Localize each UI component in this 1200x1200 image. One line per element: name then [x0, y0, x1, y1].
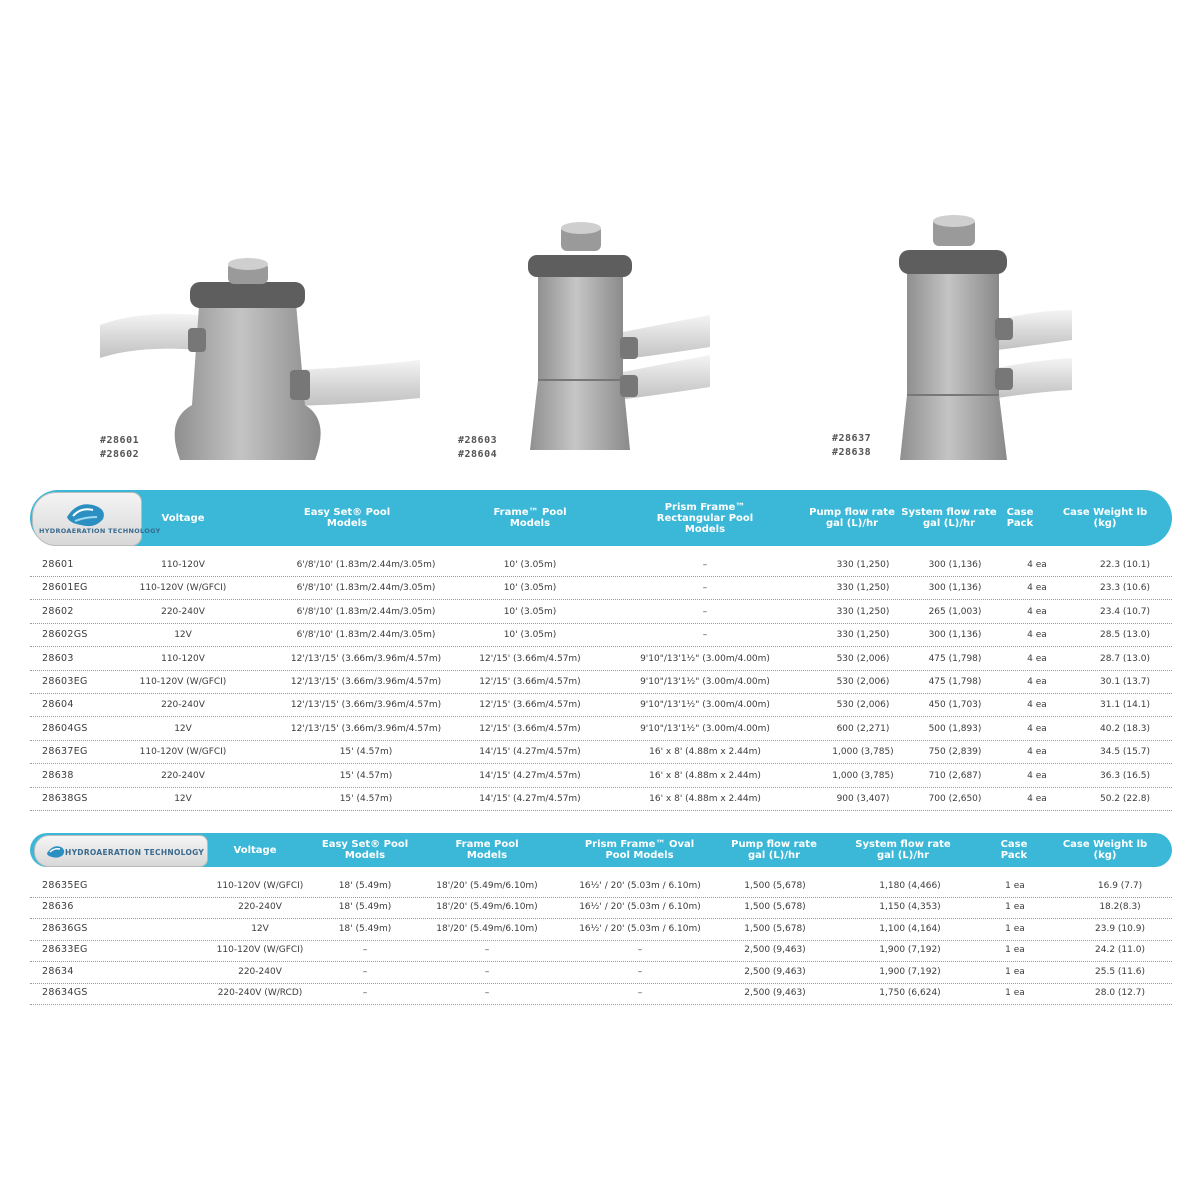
col-header-prism: Prism Frame™ Oval Pool Models: [584, 839, 695, 861]
cell-voltage: 12V: [174, 630, 192, 641]
pump-model-label: #28603: [458, 435, 498, 446]
cell-system-flow: 750 (2,839): [928, 747, 982, 758]
pump-model-label: #28638: [832, 447, 872, 458]
water-drop-icon: [63, 499, 109, 529]
cell-pump-flow: 1,500 (5,678): [744, 902, 806, 913]
cell-voltage: 220-240V (W/RCD): [217, 988, 303, 998]
cell-case-pack: 4 ea: [1027, 630, 1047, 641]
col-header-case-pack: Case Pack: [1006, 507, 1034, 529]
cell-system-flow: 300 (1,136): [928, 560, 982, 570]
cell-prism: 9'10"/13'1½" (3.00m/4.00m): [640, 723, 770, 734]
cell-voltage: 12V: [174, 794, 192, 804]
cell-voltage: 12V: [251, 923, 269, 934]
cell-voltage: 12V: [174, 723, 192, 734]
cell-case-weight: 28.5 (13.0): [1100, 630, 1150, 641]
cell-case-weight: 24.2 (11.0): [1095, 945, 1145, 956]
cell-case-pack: 4 ea: [1027, 653, 1047, 664]
table-header: [30, 490, 1172, 546]
water-drop-icon: [45, 843, 65, 859]
cell-model: 28601EG: [42, 582, 88, 594]
cell-model: 28635EG: [42, 880, 88, 891]
filter-pump-small-illustration: [100, 230, 420, 470]
pump-model-label: #28602: [100, 449, 140, 460]
cell-pump-flow: 530 (2,006): [836, 653, 890, 664]
cell-prism: –: [637, 966, 643, 977]
cell-system-flow: 1,900 (7,192): [879, 945, 941, 956]
col-header-easy-set: Easy Set® Pool Models: [321, 839, 409, 861]
cell-case-pack: 4 ea: [1027, 677, 1047, 687]
cell-model: 28602: [42, 605, 74, 617]
table-row: [30, 577, 1172, 600]
badge-text: HYDROAERATION TECHNOLOGY: [65, 848, 205, 857]
col-header-easy-set: Easy Set® Pool Models: [303, 507, 391, 529]
cell-voltage: 220-240V: [161, 606, 205, 617]
col-header-pump-flow: Pump flow rate gal (L)/hr: [731, 839, 817, 861]
cell-case-pack: 4 ea: [1027, 770, 1047, 781]
cell-system-flow: 1,900 (7,192): [879, 966, 941, 977]
cell-prism: –: [702, 583, 708, 594]
cell-model: 28637EG: [42, 746, 88, 758]
cell-model: 28634GS: [42, 987, 88, 998]
cell-prism: 16½' / 20' (5.03m / 6.10m): [579, 881, 701, 891]
cell-case-pack: 4 ea: [1027, 700, 1047, 711]
cell-easy-set: 12'/13'/15' (3.66m/3.96m/4.57m): [290, 677, 442, 687]
cell-prism: –: [637, 945, 643, 956]
cell-frame: 10' (3.05m): [503, 630, 557, 641]
cell-easy-set: 18' (5.49m): [338, 902, 392, 913]
cell-frame: –: [484, 966, 490, 977]
cell-pump-flow: 330 (1,250): [836, 560, 890, 570]
cell-case-weight: 25.5 (11.6): [1095, 966, 1145, 977]
cell-pump-flow: 530 (2,006): [836, 677, 890, 687]
cell-pump-flow: 1,000 (3,785): [832, 770, 894, 781]
table-row: [30, 961, 1172, 984]
badge-text: HYDROAERATION TECHNOLOGY: [39, 527, 161, 535]
cell-voltage: 220-240V: [161, 770, 205, 781]
cell-voltage: 110-120V (W/GFCI): [216, 945, 304, 956]
pump-model-label: #28604: [458, 449, 498, 460]
table-row: [30, 939, 1172, 962]
cell-system-flow: 475 (1,798): [928, 653, 982, 664]
cell-model: 28604GS: [42, 722, 88, 734]
table-row: [30, 718, 1172, 741]
cell-prism: –: [702, 606, 708, 617]
cell-frame: 12'/15' (3.66m/4.57m): [479, 653, 581, 664]
cell-voltage: 110-120V (W/GFCI): [216, 881, 304, 891]
cell-case-weight: 28.0 (12.7): [1095, 988, 1145, 998]
cell-easy-set: 15' (4.57m): [339, 794, 393, 804]
cell-frame: 12'/15' (3.66m/4.57m): [479, 723, 581, 734]
cell-frame: 10' (3.05m): [503, 583, 557, 594]
cell-case-pack: 4 ea: [1027, 723, 1047, 734]
cell-case-weight: 34.5 (15.7): [1100, 747, 1150, 758]
cell-case-weight: 31.1 (14.1): [1100, 700, 1150, 711]
table-row: [30, 765, 1172, 788]
cell-case-pack: 4 ea: [1027, 560, 1047, 570]
cell-frame: 14'/15' (4.27m/4.57m): [479, 770, 581, 781]
cell-system-flow: 475 (1,798): [928, 677, 982, 687]
cell-case-weight: 22.3 (10.1): [1100, 560, 1150, 570]
cell-model: 28601: [42, 559, 74, 570]
pump-model-label: #28601: [100, 435, 140, 446]
col-header-voltage: Voltage: [233, 844, 277, 856]
hydroaeration-badge: [32, 492, 161, 546]
cell-frame: 10' (3.05m): [503, 560, 557, 570]
cell-pump-flow: 2,500 (9,463): [744, 966, 806, 977]
col-header-frame: Frame Pool Models: [455, 839, 519, 861]
table-row: [30, 648, 1172, 671]
cell-case-pack: 1 ea: [1005, 988, 1025, 998]
cell-pump-flow: 2,500 (9,463): [744, 988, 806, 998]
cell-pump-flow: 330 (1,250): [836, 606, 890, 617]
cell-pump-flow: 900 (3,407): [836, 794, 890, 804]
cell-frame: –: [484, 945, 490, 956]
col-header-prism: Prism Frame™ Rectangular Pool Models: [656, 501, 754, 535]
cell-frame: 10' (3.05m): [503, 606, 557, 617]
cell-easy-set: 12'/13'/15' (3.66m/3.96m/4.57m): [290, 723, 442, 734]
cell-voltage: 220-240V: [238, 966, 282, 977]
cell-prism: 16' x 8' (4.88m x 2.44m): [649, 747, 761, 758]
filter-pump-table-2: [30, 833, 1172, 1013]
cell-system-flow: 1,100 (4,164): [879, 923, 941, 934]
col-header-pump-flow: Pump flow rate gal (L)/hr: [809, 507, 895, 529]
cell-prism: 16' x 8' (4.88m x 2.44m): [649, 794, 761, 804]
cell-voltage: 110-120V (W/GFCI): [139, 677, 227, 687]
table-row: [30, 788, 1172, 811]
cell-pump-flow: 530 (2,006): [836, 700, 890, 711]
cell-case-weight: 50.2 (22.8): [1100, 794, 1150, 804]
cell-case-weight: 23.9 (10.9): [1095, 923, 1145, 934]
cell-easy-set: –: [362, 966, 368, 977]
cell-easy-set: 18' (5.49m): [338, 923, 392, 934]
cell-model: 28603: [42, 652, 74, 664]
cell-easy-set: 6'/8'/10' (1.83m/2.44m/3.05m): [296, 630, 436, 641]
cell-easy-set: 6'/8'/10' (1.83m/2.44m/3.05m): [296, 606, 436, 617]
table-row: [30, 896, 1172, 919]
col-header-case-weight: Case Weight lb (kg): [1062, 507, 1148, 529]
cell-system-flow: 500 (1,893): [928, 723, 982, 734]
cell-system-flow: 1,180 (4,466): [879, 881, 941, 891]
table-row: [30, 741, 1172, 764]
cell-easy-set: 12'/13'/15' (3.66m/3.96m/4.57m): [290, 653, 442, 664]
cell-system-flow: 700 (2,650): [928, 794, 982, 804]
col-header-frame: Frame™ Pool Models: [493, 507, 567, 529]
cell-prism: –: [702, 560, 708, 570]
cell-pump-flow: 1,500 (5,678): [744, 923, 806, 934]
filter-pump-medium-illustration: [458, 215, 710, 470]
cell-case-pack: 4 ea: [1027, 583, 1047, 594]
cell-prism: 16½' / 20' (5.03m / 6.10m): [579, 923, 701, 934]
filter-pump-table-1: [30, 490, 1172, 810]
cell-easy-set: 12'/13'/15' (3.66m/3.96m/4.57m): [290, 700, 442, 711]
cell-voltage: 110-120V: [161, 653, 205, 664]
cell-case-pack: 4 ea: [1027, 747, 1047, 758]
cell-voltage: 110-120V (W/GFCI): [139, 747, 227, 758]
cell-model: 28638GS: [42, 793, 88, 804]
table-row: [30, 918, 1172, 941]
cell-case-pack: 1 ea: [1005, 923, 1025, 934]
pump-model-labels: [458, 434, 497, 462]
cell-prism: 16' x 8' (4.88m x 2.44m): [649, 770, 761, 781]
cell-model: 28636: [42, 901, 74, 913]
cell-case-pack: 1 ea: [1005, 881, 1025, 891]
cell-model: 28604: [42, 699, 74, 711]
cell-easy-set: 6'/8'/10' (1.83m/2.44m/3.05m): [296, 583, 436, 594]
table-row: [30, 601, 1172, 624]
pump-image-28603: [458, 215, 710, 470]
col-header-case-weight: Case Weight lb (kg): [1062, 839, 1148, 861]
table-row: [30, 554, 1172, 577]
cell-prism: 16½' / 20' (5.03m / 6.10m): [579, 902, 701, 913]
cell-frame: 18'/20' (5.49m/6.10m): [436, 902, 538, 913]
table-row: [30, 694, 1172, 717]
cell-system-flow: 300 (1,136): [928, 630, 982, 641]
table-row: [30, 671, 1172, 694]
cell-case-pack: 1 ea: [1005, 945, 1025, 956]
table-row: [30, 875, 1172, 898]
cell-easy-set: –: [362, 988, 368, 998]
table-row: [30, 624, 1172, 647]
cell-system-flow: 1,150 (4,353): [879, 902, 941, 913]
cell-easy-set: 18' (5.49m): [338, 881, 392, 891]
cell-case-weight: 18.2(8.3): [1099, 902, 1141, 913]
cell-prism: –: [637, 988, 643, 998]
cell-frame: 18'/20' (5.49m/6.10m): [436, 881, 538, 891]
cell-system-flow: 450 (1,703): [928, 700, 982, 711]
pump-model-label: #28637: [832, 433, 872, 444]
cell-model: 28602GS: [42, 629, 88, 641]
cell-voltage: 110-120V (W/GFCI): [139, 583, 227, 594]
col-header-voltage: Voltage: [161, 512, 205, 524]
cell-pump-flow: 1,000 (3,785): [832, 747, 894, 758]
table-header: [30, 833, 1172, 867]
cell-model: 28633EG: [42, 944, 88, 956]
cell-case-pack: 4 ea: [1027, 794, 1047, 804]
cell-prism: 9'10"/13'1½" (3.00m/4.00m): [640, 700, 770, 711]
cell-voltage: 220-240V: [238, 902, 282, 913]
cell-frame: 18'/20' (5.49m/6.10m): [436, 923, 538, 934]
filter-pump-large-illustration: [832, 210, 1092, 470]
cell-prism: 9'10"/13'1½" (3.00m/4.00m): [640, 653, 770, 664]
cell-prism: –: [702, 630, 708, 641]
cell-case-weight: 30.1 (13.7): [1100, 677, 1150, 687]
cell-case-weight: 40.2 (18.3): [1100, 723, 1150, 734]
cell-system-flow: 300 (1,136): [928, 583, 982, 594]
cell-pump-flow: 1,500 (5,678): [744, 881, 806, 891]
cell-case-pack: 4 ea: [1027, 606, 1047, 617]
col-header-system-flow: System flow rate gal (L)/hr: [855, 839, 951, 861]
cell-frame: 12'/15' (3.66m/4.57m): [479, 677, 581, 687]
cell-case-weight: 16.9 (7.7): [1097, 881, 1143, 891]
cell-voltage: 110-120V: [161, 560, 205, 570]
cell-model: 28638: [42, 769, 74, 781]
cell-case-pack: 1 ea: [1005, 966, 1025, 977]
hydroaeration-badge: [34, 835, 208, 867]
cell-system-flow: 710 (2,687): [928, 770, 982, 781]
pump-image-28637: [832, 210, 1092, 470]
cell-easy-set: 15' (4.57m): [339, 770, 393, 781]
cell-system-flow: 265 (1,003): [928, 606, 982, 617]
cell-frame: –: [484, 988, 490, 998]
cell-easy-set: 15' (4.57m): [339, 747, 393, 758]
cell-frame: 12'/15' (3.66m/4.57m): [479, 700, 581, 711]
pump-model-labels: [100, 434, 139, 462]
col-header-case-pack: Case Pack: [1000, 839, 1028, 861]
cell-model: 28636GS: [42, 922, 88, 934]
cell-pump-flow: 2,500 (9,463): [744, 945, 806, 956]
cell-model: 28603EG: [42, 676, 88, 687]
col-header-system-flow: System flow rate gal (L)/hr: [901, 507, 997, 529]
cell-case-weight: 23.4 (10.7): [1100, 606, 1150, 617]
cell-frame: 14'/15' (4.27m/4.57m): [479, 794, 581, 804]
cell-case-pack: 1 ea: [1005, 902, 1025, 913]
cell-easy-set: –: [362, 945, 368, 956]
table-row: [30, 982, 1172, 1005]
cell-pump-flow: 330 (1,250): [836, 630, 890, 641]
cell-case-weight: 23.3 (10.6): [1100, 583, 1150, 594]
pump-image-28601: [100, 230, 420, 470]
cell-frame: 14'/15' (4.27m/4.57m): [479, 747, 581, 758]
cell-case-weight: 36.3 (16.5): [1100, 770, 1150, 781]
cell-pump-flow: 330 (1,250): [836, 583, 890, 594]
cell-easy-set: 6'/8'/10' (1.83m/2.44m/3.05m): [296, 560, 436, 570]
cell-prism: 9'10"/13'1½" (3.00m/4.00m): [640, 677, 770, 687]
cell-voltage: 220-240V: [161, 700, 205, 711]
cell-model: 28634: [42, 965, 74, 977]
cell-case-weight: 28.7 (13.0): [1100, 653, 1150, 664]
cell-pump-flow: 600 (2,271): [836, 723, 890, 734]
cell-system-flow: 1,750 (6,624): [879, 988, 941, 998]
pump-model-labels: [832, 432, 871, 460]
